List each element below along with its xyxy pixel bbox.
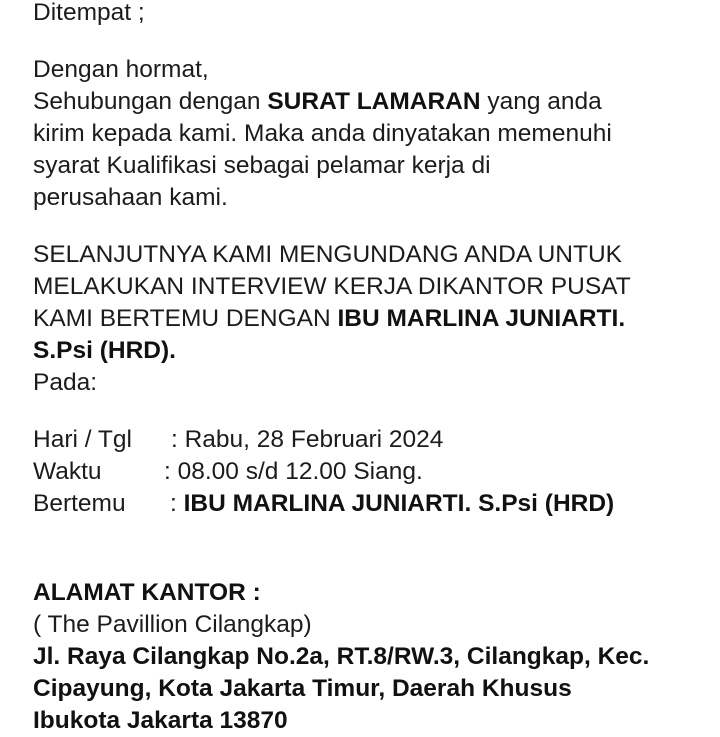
address-line-1-bold: Jl. Raya Cilangkap No.2a, RT.8/RW.3, Cilangkap, Kec. xyxy=(33,643,650,670)
hrd-name-bold: IBU MARLINA JUNIARTI. xyxy=(337,305,626,332)
invite-line-3-text: KAMI BERTEMU DENGAN xyxy=(33,305,338,332)
schedule-row-meet xyxy=(33,488,703,520)
invitation-paragraph xyxy=(33,239,703,399)
address-line-2 xyxy=(33,673,703,705)
intro-line-1 xyxy=(33,86,703,118)
meet-colon: : xyxy=(170,490,184,517)
meet-value xyxy=(170,488,614,520)
intro-part-1: Sehubungan dengan xyxy=(33,88,268,115)
building-name: ( The Pavillion Cilangkap) xyxy=(33,611,312,638)
greeting-text: Dengan hormat, xyxy=(33,56,209,83)
schedule-block xyxy=(33,424,703,520)
time-label: Waktu xyxy=(33,458,102,485)
intro-part-2: yang anda xyxy=(480,88,602,115)
address-line-3 xyxy=(33,705,703,737)
ditempat-text: Ditempat ; xyxy=(33,0,145,26)
meet-label: Bertemu xyxy=(33,490,126,517)
date-label: Hari / Tgl xyxy=(33,426,132,453)
invite-line-4 xyxy=(33,335,703,367)
letter-body xyxy=(33,0,703,737)
address-line-2-bold: Cipayung, Kota Jakarta Timur, Daerah Khusus xyxy=(33,675,572,702)
invite-line-1: SELANJUTNYA KAMI MENGUNDANG ANDA UNTUK xyxy=(33,241,623,268)
intro-line-3: syarat Kualifikasi sebagai pelamar kerja di xyxy=(33,152,491,179)
address-block xyxy=(33,577,703,737)
invite-line-2: MELAKUKAN INTERVIEW KERJA DIKANTOR PUSAT xyxy=(33,273,631,300)
time-value: : 08.00 s/d 12.00 Siang. xyxy=(164,458,423,485)
address-line-3-bold: Ibukota Jakarta 13870 xyxy=(33,707,288,734)
hrd-title-bold: S.Psi (HRD). xyxy=(33,337,176,364)
schedule-row-date xyxy=(33,424,703,456)
meet-person-bold: IBU MARLINA JUNIARTI. S.Psi (HRD) xyxy=(183,490,615,517)
surat-lamaran-bold: SURAT LAMARAN xyxy=(267,88,481,115)
pada-text: Pada: xyxy=(33,369,98,396)
address-heading xyxy=(33,577,703,609)
address-heading-bold: ALAMAT KANTOR : xyxy=(33,579,261,606)
intro-line-4: perusahaan kami. xyxy=(33,184,228,211)
date-value: : Rabu, 28 Februari 2024 xyxy=(171,426,444,453)
recipient-location xyxy=(33,0,703,29)
schedule-row-time xyxy=(33,456,703,488)
invite-line-3 xyxy=(33,303,703,335)
address-line-1 xyxy=(33,641,703,673)
intro-paragraph xyxy=(33,54,703,214)
intro-line-2: kirim kepada kami. Maka anda dinyatakan memenuhi xyxy=(33,120,612,147)
